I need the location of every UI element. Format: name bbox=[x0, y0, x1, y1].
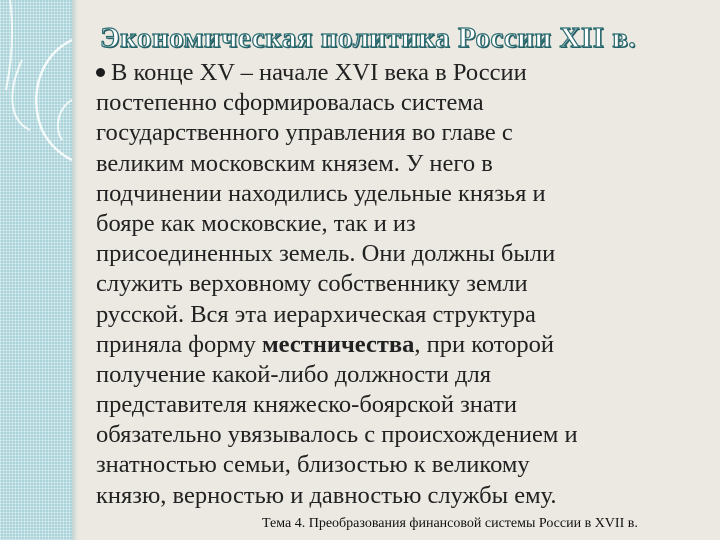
body-line: бояре как московские, так и из bbox=[96, 209, 416, 237]
term-mestnichestvo: местничества bbox=[261, 330, 415, 358]
body-line: постепенно сформировалась система bbox=[96, 89, 484, 117]
body-line: государственного управления во главе с bbox=[96, 119, 513, 147]
slide-title: Экономическая политика России XII в. bbox=[100, 22, 637, 54]
decorative-side-panel bbox=[0, 0, 72, 540]
body-line: подчинении находились удельные князья и bbox=[96, 179, 546, 207]
body-line: представителя княжеско-боярской знати bbox=[96, 391, 517, 419]
bullet-icon bbox=[96, 68, 105, 77]
swirl-decoration-icon bbox=[0, 0, 72, 540]
panel-edge-shadow bbox=[72, 0, 78, 540]
body-line: обязательно увязывалось с происхождением и bbox=[96, 421, 578, 449]
body-line: получение какой-либо должности для bbox=[96, 360, 491, 388]
body-line: русской. Вся эта иерархическая структура bbox=[96, 300, 536, 328]
body-line: князю, верностью и давностью службы ему. bbox=[96, 481, 557, 509]
body-line: В конце XV – начале XVI века в России bbox=[96, 58, 696, 88]
body-line: великим московским князем. У него в bbox=[96, 149, 493, 177]
slide-body-text bbox=[96, 58, 696, 511]
body-line: знатностью семьи, близостью к великому bbox=[96, 451, 530, 479]
slide-footer: Тема 4. Преобразования финансовой системы России в XVII в. bbox=[262, 516, 638, 531]
body-line: приняла форму местничества, при которой bbox=[96, 330, 555, 358]
body-line: служить верховному собственнику земли bbox=[96, 270, 528, 298]
body-line: присоединенных земель. Они должны были bbox=[96, 240, 556, 268]
